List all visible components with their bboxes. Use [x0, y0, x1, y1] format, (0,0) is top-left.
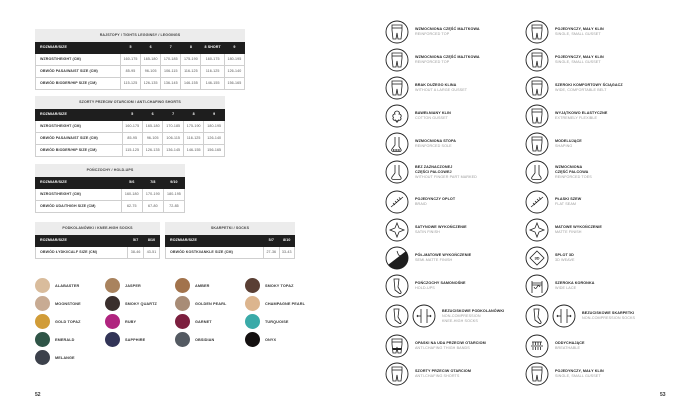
row-label: OBWÓD BIODER/HIP SIZE (CM): [36, 145, 123, 157]
swatch-name: GOLD TOPAZ: [55, 319, 81, 324]
single-gusset-icon: [525, 48, 549, 72]
cell: 85-95: [120, 66, 140, 78]
matte-finish-icon: [525, 218, 549, 242]
feature-item: [385, 76, 467, 100]
feature-item: [525, 132, 582, 156]
cell: 146-155: [183, 145, 203, 157]
color-swatch: [35, 350, 75, 365]
feature-item: [525, 48, 604, 72]
row-label: OBWÓD UDA/THIGH SIZE (CM): [36, 201, 122, 213]
feature-text: [415, 83, 467, 93]
feature-label-en: WITHOUT A LARGE GUSSET: [415, 88, 468, 92]
table-row: [36, 78, 245, 90]
feature-text: [415, 341, 486, 351]
feature-label-pl: BEZ ZAZNACZONEJ: [415, 164, 453, 169]
reinforced-top-icon: [385, 20, 409, 44]
feature-label-en: SHAPING: [555, 144, 573, 148]
size-header: 8/10: [144, 235, 160, 247]
shorts-size-table: [35, 96, 225, 157]
feature-text: [415, 27, 480, 37]
table-row: [36, 247, 160, 259]
swatch-dot: [105, 296, 120, 311]
table-row: [36, 145, 225, 157]
feature-text: [555, 225, 602, 235]
size-header: 6: [142, 109, 162, 121]
swatch-name: GARNET: [195, 319, 212, 324]
feature-text: [555, 111, 607, 121]
flat-seam-icon: [525, 190, 549, 214]
swatch-dot: [105, 314, 120, 329]
wide-lace-icon: [525, 274, 549, 298]
feature-label-pl: BEZUCISKOWE PODKOLANÓWKI: [442, 308, 505, 313]
color-swatch: [105, 332, 145, 347]
table-row: [36, 189, 185, 201]
feature-text: [582, 311, 635, 321]
cell: 160-180: [121, 189, 142, 201]
feature-text: [555, 253, 575, 263]
size-header: 9: [224, 42, 244, 54]
table-title: RAJSTOPY / TIGHTS LEGGINSY / LEGGINGS: [36, 30, 245, 42]
cell: 43-51: [144, 247, 160, 259]
reinforced-toe-icon: [525, 160, 549, 184]
shorts-icon: [385, 362, 409, 386]
reinforced-sole-icon: [385, 132, 409, 156]
feature-item: [525, 20, 604, 44]
feature-label-pl: WZMOCNIONA CZĘŚĆ MAJTKOWA: [415, 27, 480, 31]
color-swatch: [35, 296, 81, 311]
row-label: WZROST/HEIGHT (CM): [36, 121, 123, 133]
swatch-name: SAPPHIRE: [125, 337, 146, 342]
size-header: 8: [181, 42, 201, 54]
header-label: ROZMIAR/SIZE: [36, 42, 121, 54]
feature-text: [555, 281, 594, 291]
feature-text: [555, 197, 581, 207]
swatch-name: MOONSTONE: [55, 301, 81, 306]
row-label: OBWÓD ŁYDKI/CALF SIZE (CM): [36, 247, 128, 259]
breathable-icon: [525, 334, 549, 358]
swatch-name: ONYX: [265, 337, 277, 342]
table-title: PODKOLANÓWKI / KNEE-HIGH SOCKS: [36, 223, 160, 235]
feature-text: [555, 83, 623, 93]
feature-label-pl: OPASKI NA UDA PRZECIW OTARCIOM: [415, 341, 486, 345]
cell: 72-85: [163, 201, 184, 213]
swatch-dot: [175, 314, 190, 329]
cell: 115-125: [122, 145, 142, 157]
feature-item: [385, 274, 466, 298]
feature-label-en: SINGLE, SMALL GUSSET: [555, 374, 601, 378]
feature-label-pl: BRAK DUŻEGO KLINA: [415, 83, 457, 87]
cell: 38-46: [128, 247, 144, 259]
color-swatch: [105, 314, 136, 329]
header-label: ROZMIAR/SIZE: [36, 109, 123, 121]
cell: 96-105: [141, 66, 161, 78]
feature-text: [415, 197, 455, 207]
color-swatch: [245, 296, 305, 311]
swatch-name: JASPER: [125, 283, 141, 288]
swatch-name: EMERALD: [55, 337, 75, 342]
page-53: [350, 0, 700, 420]
size-header: 7/8: [142, 177, 163, 189]
size-header: 8: [183, 109, 203, 121]
table-row: [36, 66, 245, 78]
feature-label-pl: SATYNOWE WYKOŃCZENIE: [415, 225, 467, 229]
feature-label-en: SATIN FINISH: [415, 230, 440, 234]
feature-text: [415, 139, 456, 149]
swatch-name: OBSIDIAN: [195, 337, 215, 342]
feature-item: [385, 190, 455, 214]
color-swatch: [175, 278, 209, 293]
feature-item: [385, 48, 480, 72]
swatch-dot: [105, 332, 120, 347]
swatch-dot: [35, 278, 50, 293]
size-header: 8 SHORT: [201, 42, 224, 54]
size-header: 8/10: [279, 235, 294, 247]
feature-label-en: WITHOUT FINGER PART MARKED: [415, 174, 477, 179]
feature-label-en: WIDE, COMFORTABLE BELT: [555, 88, 607, 92]
swatch-name: ALABASTER: [55, 283, 80, 288]
feature-label-en: SINGLE, SMALL GUSSET: [555, 60, 601, 64]
feature-label-pl: BEZUCISKOWE SKARPETKI: [582, 311, 635, 315]
feature-item: [385, 160, 477, 184]
feature-label-en: WIDE LACE: [555, 286, 577, 290]
size-header: 9/10: [163, 177, 184, 189]
color-swatch: [245, 332, 276, 347]
cell: 175-190: [183, 121, 203, 133]
non-compression-icon: [552, 304, 576, 328]
feature-label-en: 3D WEAVE: [555, 258, 575, 262]
feature-label-en: REINFORCED TOP: [415, 32, 450, 36]
cell: 146-155: [201, 78, 224, 90]
table-row: [36, 201, 185, 213]
3d-weave-icon: [525, 246, 549, 270]
feature-label-en: COTTON GUSSET: [415, 116, 448, 120]
feature-label-en: MATTE FINISH: [555, 230, 582, 234]
feature-label-en: SEMI-MATTE FINISH: [415, 258, 453, 262]
feature-label-en: EXTREMELY FLEXIBLE: [555, 116, 598, 120]
feature-text: [555, 55, 604, 65]
cell: 126-140: [224, 66, 244, 78]
swatch-dot: [35, 332, 50, 347]
feature-text: [555, 27, 604, 37]
cell: 165-180: [141, 54, 161, 66]
color-swatch: [35, 278, 79, 293]
feature-text: [415, 281, 466, 291]
knee-sock-icon: [385, 304, 409, 328]
feature-item: [525, 76, 623, 100]
color-swatch: [35, 332, 74, 347]
feature-label-pl: POJEDYNCZY, MAŁY KLIN: [555, 27, 604, 31]
table-row: [36, 133, 225, 145]
size-header: 7: [161, 42, 181, 54]
size-header: 5: [122, 109, 142, 121]
tights-size-table: [35, 29, 245, 90]
swatch-dot: [245, 278, 260, 293]
socks-size-table: [165, 222, 295, 259]
feature-label-pl: BAWEŁNIANY KLIN: [415, 111, 451, 115]
thigh-bands-icon: [385, 334, 409, 358]
cell: 165-180: [142, 121, 162, 133]
cell: 160-175: [122, 121, 142, 133]
cell: 170-185: [163, 121, 183, 133]
cell: 175-190: [181, 54, 201, 66]
feature-text: [415, 369, 471, 379]
size-header: 5/7: [264, 235, 279, 247]
cotton-icon: [385, 104, 409, 128]
feature-label-pl: SPLOT 3D: [555, 253, 574, 257]
page-number: 53: [660, 392, 666, 398]
cell: 180-195: [224, 54, 244, 66]
row-label: OBWÓD PASA/WAIST SIZE (CM): [36, 133, 123, 145]
feature-label-en: ANTI-CHAFING THIGH BANDS: [415, 346, 470, 350]
header-label: ROZMIAR/SIZE: [166, 235, 264, 247]
color-swatch: [245, 278, 294, 293]
cell: 180-195: [204, 121, 225, 133]
color-swatch: [175, 332, 214, 347]
cell: 136-145: [163, 145, 183, 157]
feature-label-pl: MODELUJĄCE: [555, 139, 582, 143]
swatch-dot: [175, 296, 190, 311]
swatch-name: CHAMPAGNE PEARL: [265, 301, 306, 306]
feature-label-en: BRAID: [415, 202, 427, 206]
feature-text: [555, 165, 592, 180]
row-label: WZROST/HEIGHT (CM): [36, 54, 121, 66]
svg-text:3D: 3D: [534, 255, 540, 261]
swatch-name: MELANGE: [55, 355, 75, 360]
feature-item: [385, 218, 467, 242]
header-label: ROZMIAR/SIZE: [36, 177, 122, 189]
feature-item: [525, 362, 604, 386]
feature-item: [385, 104, 451, 128]
cell: 106-115: [161, 66, 181, 78]
feature-label-pl: WZMOCNIONA CZĘŚĆ MAJTKOWA: [415, 55, 480, 59]
cell: 180-195: [163, 189, 184, 201]
cell: 116-125: [181, 66, 201, 78]
feature-text: [415, 111, 451, 121]
feature-item: [385, 362, 471, 386]
cell: 136-145: [161, 78, 181, 90]
shaping-icon: [525, 132, 549, 156]
cell: 116-125: [201, 66, 224, 78]
sock-icon: [525, 304, 549, 328]
no-toe-icon: [385, 160, 409, 184]
cell: 96-105: [142, 133, 162, 145]
feature-text: [442, 309, 504, 324]
feature-label-pl: PÓŁ-MATOWE WYKOŃCZENIE: [415, 253, 472, 257]
row-label: OBWÓD PASA/WAIST SIZE (CM): [36, 66, 121, 78]
feature-label-pl: WYJĄTKOWO ELASTYCZNE: [555, 111, 608, 115]
feature-label-pl: POJEDYNCZY, MAŁY KLIN: [555, 55, 604, 59]
size-header: 7: [163, 109, 183, 121]
semi-matte-icon: [385, 246, 409, 270]
cell: 156-165: [224, 78, 244, 90]
feature-item: [525, 218, 602, 242]
feature-item: [385, 304, 504, 328]
size-header: 5/6: [121, 177, 142, 189]
feature-label-en: ANTI-CHAFING SHORTS: [415, 374, 460, 378]
feature-label-pl: ODDYCHAJĄCE: [555, 341, 585, 345]
feature-label-pl: WZMOCNIONA: [555, 164, 583, 169]
feature-label-pl: WZMOCNIONA STOPA: [415, 139, 457, 143]
page-number: 52: [35, 392, 41, 398]
swatch-name: SMOKY QUARTZ: [125, 301, 157, 306]
swatch-dot: [175, 278, 190, 293]
feature-label-en: REINFORCED TOES: [555, 174, 592, 179]
feature-item: [525, 190, 581, 214]
cell: 67-80: [142, 201, 163, 213]
feature-text: [415, 253, 471, 263]
size-header: 9: [204, 109, 225, 121]
holdups-size-table: [35, 164, 185, 213]
feature-label-pl: POJEDYNCZY OPLOT: [415, 197, 456, 201]
swatch-name: AMBER: [195, 283, 210, 288]
feature-item: [525, 304, 635, 328]
swatch-name: GOLDEN PEARL: [195, 301, 227, 306]
hold-ups-icon: [385, 274, 409, 298]
cell: 116-125: [183, 133, 203, 145]
table-title: SKARPETKI / SOCKS: [166, 223, 295, 235]
feature-item: [525, 246, 575, 270]
single-gusset-icon: [525, 20, 549, 44]
table-row: [36, 121, 225, 133]
feature-label-en: NON-COMPRESSION: [442, 313, 481, 318]
feature-label-pl: MATOWE WYKOŃCZENIE: [555, 225, 602, 229]
non-compression-icon: [412, 304, 436, 328]
cell: 62-75: [121, 201, 142, 213]
feature-label-pl: CZĘŚCI PALCOWEJ: [415, 169, 452, 174]
swatch-name: SMOKY TOPAZ: [265, 283, 294, 288]
swatch-name: TURQUOISE: [265, 319, 289, 324]
feature-label-pl: POŃCZOCHY SAMONOŚNE: [415, 281, 466, 285]
feature-text: [415, 165, 477, 180]
cell: 126-135: [141, 78, 161, 90]
color-swatch: [105, 278, 141, 293]
cell: 27-36: [264, 247, 279, 259]
feature-item: [385, 334, 486, 358]
swatch-name: RUBY: [125, 319, 137, 324]
row-label: WZROST/HEIGHT (CM): [36, 189, 122, 201]
feature-label-pl: CZĘŚĆ PALCOWA: [555, 169, 589, 174]
feature-text: [415, 55, 480, 65]
swatch-dot: [35, 314, 50, 329]
feature-text: [555, 139, 582, 149]
flexible-icon: [525, 104, 549, 128]
cell: 160-175: [120, 54, 140, 66]
feature-label-en: HOLD-UPS: [415, 286, 435, 290]
feature-label-en: REINFORCED SOLE: [415, 144, 452, 148]
color-swatch: [35, 314, 81, 329]
table-row: [166, 247, 295, 259]
feature-label-pl: POJEDYNCZY, MAŁY KLIN: [555, 369, 604, 373]
feature-text: [555, 341, 585, 351]
feature-label-en: BREATHABLE: [555, 346, 581, 350]
feature-item: [525, 104, 607, 128]
cell: 106-115: [163, 133, 183, 145]
knee-socks-size-table: [35, 222, 160, 259]
size-header: 6: [141, 42, 161, 54]
feature-item: [385, 132, 456, 156]
feature-label-en: KNEE-HIGH SOCKS: [442, 318, 478, 323]
feature-item: [525, 274, 594, 298]
braid-icon: [385, 190, 409, 214]
row-label: OBWÓD BIODER/HIP SIZE (CM): [36, 78, 121, 90]
feature-label-en: SINGLE, SMALL GUSSET: [555, 32, 601, 36]
reinforced-top-gusset-icon: [385, 48, 409, 72]
no-gusset-icon: [385, 76, 409, 100]
swatch-dot: [245, 314, 260, 329]
cell: 170-190: [142, 189, 163, 201]
header-label: ROZMIAR/SIZE: [36, 235, 128, 247]
feature-label-en: NON-COMPRESSION SOCKS: [582, 316, 636, 320]
color-swatch: [105, 296, 157, 311]
feature-label-pl: SZORTY PRZECIW OTARCIOM: [415, 369, 472, 373]
swatch-dot: [105, 278, 120, 293]
feature-text: [555, 369, 604, 379]
feature-label-pl: PŁASKI SZEW: [555, 197, 582, 201]
swatch-dot: [35, 296, 50, 311]
feature-label-en: FLAT SEAM: [555, 202, 577, 206]
swatch-dot: [35, 350, 50, 365]
feature-label-pl: SZEROKA KORONKA: [555, 281, 595, 285]
cell: 115-125: [120, 78, 140, 90]
feature-item: [525, 160, 592, 184]
swatch-dot: [245, 332, 260, 347]
wide-belt-icon: [525, 76, 549, 100]
table-title: POŃCZOCHY / HOLD-UPS: [36, 165, 185, 177]
color-swatch: [175, 314, 212, 329]
feature-label-en: REINFORCED TOP: [415, 60, 450, 64]
swatch-dot: [175, 332, 190, 347]
feature-item: [385, 20, 480, 44]
size-header: 5/7: [128, 235, 144, 247]
feature-label-pl: SZEROKI KOMFORTOWY ŚCIĄGACZ: [555, 83, 623, 87]
table-row: [36, 54, 245, 66]
cell: 85-95: [122, 133, 142, 145]
size-header: 5: [120, 42, 140, 54]
table-title: SZORTY PRZECIW OTARCIOM / ANTI-CHAFING SHORTS: [36, 97, 225, 109]
cell: 146-155: [181, 78, 201, 90]
color-swatch: [175, 296, 226, 311]
feature-text: [415, 225, 467, 235]
row-label: OBWÓD KOSTKI/ANKLE SIZE (CM): [166, 247, 264, 259]
feature-item: [385, 246, 471, 270]
cell: 160-175: [201, 54, 224, 66]
cell: 170-185: [161, 54, 181, 66]
cell: 33-43: [279, 247, 294, 259]
cell: 156-165: [204, 145, 225, 157]
single-gusset-icon: [525, 362, 549, 386]
satin-finish-icon: [385, 218, 409, 242]
swatch-dot: [245, 296, 260, 311]
color-swatch: [245, 314, 288, 329]
cell: 126-140: [204, 133, 225, 145]
cell: 126-135: [142, 145, 162, 157]
feature-item: [525, 334, 585, 358]
